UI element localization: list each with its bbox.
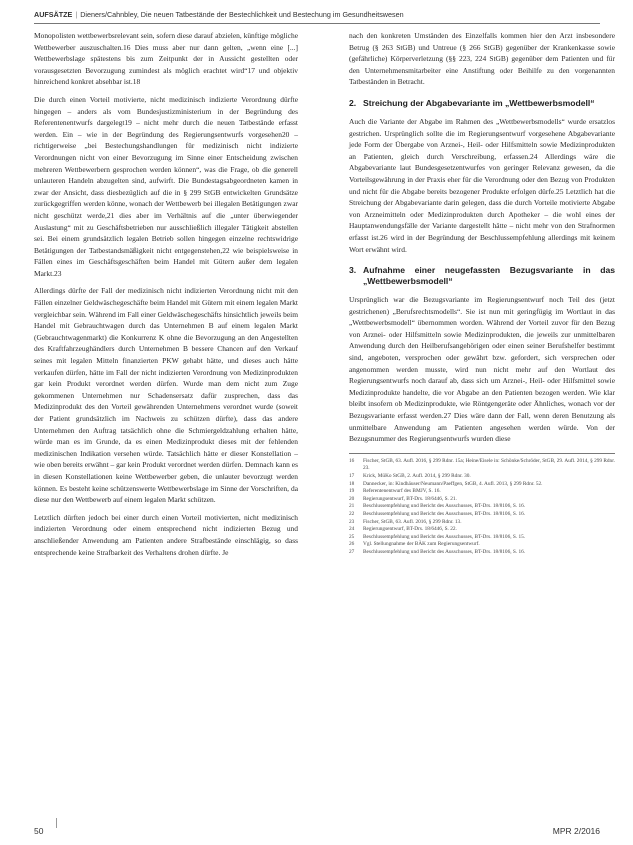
footer-rule [56,818,57,828]
footnote-number: 22 [349,510,355,517]
page-footer [34,826,600,840]
footnote-text: Regierungsentwurf, BT-Drs. 18/6446, S. 21. [363,495,457,502]
footnote-number: 20 [349,495,355,502]
running-title: Dieners/Cahnbley, Die neuen Tatbestände der Bestechlichkeit und Bestechung im Gesundheitswesen [80,10,404,19]
paragraph: Allerdings dürfte der Fall der medizinisch nicht indizierten Verordnung nicht mit den Fällen einzelner Geldwäschegeschäfte beim Handel mit Gütern mit einem legalen Markt vergleichbar sein. Während im Fall einer Geldwäschegeschäfts hinsichtlich jeweils beim Handel mit Gebrauchtwagen durch das Unternehmen B auf einem legalen Markt (Gebrauchtwagenmarkt) die Konkurrenz K ohne die Bevorzugung an den Angestellten des Kraftfahrzeughändlers durch Unternehmen B bessere Chancen auf den Verkauf seines mit legalen Mitteln finanzierten PKW gehabt hätte, und dieses auch hätte verkaufen dürfen, hätte im Fall der nicht indizierten Verordnung von Medizinprodukten gar kein Produkt verordnet werden dürfen. Wurde man dem nicht zum Zuge gekommenen Unternehmen nur Schadensersatz dafür zusprechen, dass das Medizinprodukt des den Vorteil gewährenden Unternehmens verordnet wurde (soweit der Patient grundsätzlich im Nachweis zu schützen dürfte), dass das andere Unternehmen den Auftrag tatsächlich ohne die Schmiergeldzahlung erhalten hätte, würde man es im Grunde, da es einen Medizinprodukt dieses mit der fehlenden medizinischen Indikation versehen würde. Tatsächlich hätte er dieser Konstellation – wie oben bereits erwähnt – gar kein Produkt verordnet werden dürfen. Demnach kann es in diesen Konstellationen keine Wettbewerber geben, die unlauter bevorzugt werden können. Es besteht keine schützenswerte Wettbewerbslage im Sinne der Vorschriften, da diese nur den Wettbewerb auf einem legalen Markt schützen. [34,286,298,505]
footnotes [349,453,615,557]
running-header [34,10,600,24]
footnote-text: Krick, MüKo StGB, 2. Aufl. 2014, § 299 Rdnr. 30. [363,473,471,479]
footnote-number: 26 [349,541,355,548]
footnote-number: 25 [349,533,355,540]
footnote [349,541,615,549]
footnote-text: Beschlussempfehlung und Bericht des Ausschusses, BT-Drs. 18/8106, S. 16. [363,503,526,510]
footnote-text: Beschlussempfehlung und Bericht des Ausschusses, BT-Drs. 18/8106, S. 15. [363,533,526,540]
footnote-text: Beschlussempfehlung und Bericht des Ausschusses, BT-Drs. 18/8106, S. 16. [363,510,526,517]
paragraph: Die durch einen Vorteil motivierte, nicht medizinisch indizierte Verordnung dürfte hingegen – anders als vom Bundesjustizministerium in der Begründung des Referentenentwurfs dargelegt19 – nicht mehr durch die neuen Tatbestände erfasst werden. Ein – wie in der Begründung des Regierungsentwurfs vorgesehen20 – richtigerweise „bei Bestechungshandlungen für medizinisch nicht indizierte Verordnungen nicht von einer Bevorzugung im Sinne einer Entscheidung zwischen mehreren Wettbewerbern gesprochen werden können“, was die Frage, ob die generell unlauteren Handeln abzugelten sind, aufwirft. Die Bundestagsabgeordneten kamen in zwar der Ansicht, dass diesbezüglich auf die in § 299 StGB entwickelten Grundsätze zurückgegriffen werden könne, wonach der Wettbewerb bei illegalen Betätigungen zwar nicht geschützt werde,21 dies aber im Verhältnis auf die „unter überwiegender Auslastung“ mit zu Geschäftsbetrieben nur ausschließlich illegaler Tätigkeit abstellen sei. Bei einem grundsätzlich legalen Betrieb sollen hingegen einzelne rechtswidrige Betätigungen der Tatbestandsmäßigkeit nicht entgegenstehen,22 wie beispielsweise in Fällen eines im Geschäftsgeschäften beim Handel mit Gütern außer dem legalen Markt.23 [34,94,298,278]
footnote-number: 18 [349,480,355,487]
footnote-text: Beschlussempfehlung und Bericht des Ausschusses, BT-Drs. 18/8106, S. 16. [363,548,526,555]
section-heading [349,98,615,109]
paragraph: Monopolisten wettbewerbsrelevant sein, sofern diese darauf abzielen, künftige mögliche Wettbewerber auszuschalten.16 Dies muss aber nur dann gelten, „wenn eine [...] Wettbewerbslage spätestens bis zum Zeitpunkt der in Aussicht gestellten oder vorausgesetzten Bevorzugung zumindest als möglich erachtet wird“17 und objektiv hinreichend konkret absehbar ist.18 [34,31,298,87]
footnote-text: Dannecker, in: Kindhäuser/Neumann/Paeffgen, StGB, 4. Aufl. 2013, § 299 Rdnr. 52. [363,480,543,487]
section-title: Streichung der Abgabevariante im „Wettbewerbsmodell“ [363,97,595,108]
footnote-text: Fischer, StGB, 63. Aufl. 2016, § 299 Rdnr. 13. [363,518,462,525]
footnote-number: 27 [349,548,355,555]
footnote-text: Vgl. Stellungnahme der BÄK zum Regierungsentwurf. [363,541,480,548]
right-column [349,30,615,557]
footnote [349,526,615,534]
section-title: Aufnahme einer neugefassten Bezugsvariante in das „Wettbewerbsmodell“ [363,265,615,287]
section-number: 3. [349,265,357,276]
footnote-text: Regierungsentwurf, BT-Drs. 18/6446, S. 22. [363,526,457,533]
footnote-text: Referentenentwurf des BMJV, S. 16. [363,488,441,495]
left-column [34,30,298,564]
footnote-number: 17 [349,473,355,479]
paragraph: Letztlich dürften jedoch bei einer durch einen Vorteil motivierten, nicht medizinisch indizierten Verordnung oder einem entsprechend nicht indizierten Bezug und anschließender Anwendung am Patienten andere Strafbestände einschlägig, so dass entsprechende keine Strafbarkeit des Verhaltens drohen dürfte. Je [34,512,298,557]
footnote [349,458,615,473]
footnote [349,488,615,496]
footnote-text: Fischer, StGB, 63. Aufl. 2016, § 299 Rdnr. 15a; Heine/Eisele in: Schönke/Schröder, StGB, 29. Aufl. 2014, § 299 Rdnr. 23. [363,457,615,472]
footnote [349,473,615,481]
page-number: 50 [34,826,44,836]
paragraph: Auch die Variante der Abgabe im Rahmen des „Wettbewerbsmodells“ wurde ersatzlos gestrichen. Ursprünglich sollte die im Regierungsentwurf vorgesehene Abgabevariante jede Form der Übergabe von Arznei-, Heil- oder Hilfsmitteln sowie Medizinprodukten an Patienten, gleich durch Verschreibung, erfassen.24 Allerdings wäre die Abgabevariante laut Bundesgesetzentwurfes von geringer Relevanz gewesen, da die Vorteilsgewährung in der Praxis eher für die Verordnung oder den Bezug von Produkten und nicht für die Abgabe bereits bezogener Produkte erfolgen dürfe.25 Letztlich hat die Streichung der Abgabevariante darin gelegen, dass die durch Vorteile motivierte Abgabe von Arzneimitteln oder Medizinprodukten durch Apotheker – die wohl eines der Hauptanwendungsfälle der Variante dargestellt hätte – nicht mehr von den Strafnormen erfasst ist.26 wird in der Begründung der Beschlussempfehlung allerdings mit keinem Wort erwähnt wird. [349,116,615,254]
section-number: 2. [349,97,357,108]
section-heading [349,265,615,287]
journal-issue: MPR 2/2016 [552,826,600,836]
footnote-number: 23 [349,518,355,525]
footnote [349,503,615,511]
footnote-number: 16 [349,457,355,464]
header-separator: | [75,10,78,19]
footnote-number: 24 [349,526,355,533]
section-kicker: AUFSÄTZE [34,10,73,19]
footnote-number: 21 [349,503,355,510]
footnote [349,511,615,519]
paragraph: Ursprünglich war die Bezugsvariante im Regierungsentwurf noch Teil des (jetzt gestrichenen) „Berufsrechtsmodells“. Sie ist nun mit geringfügig im Wortlaut in das „Wettbewerbsmodell“ übernommen worden. Während der Vorteil zuvor für den Bezug von Arznei- oder Hilfsmitteln sowie Medizinprodukten, die jeweils zur unmittelbaren Anwendung durch den Heilberufsangehörigen oder einen seiner Berufshelfer bestimmt sind, angeboten, versprochen oder gewährt bzw. gefordert, sich versprechen oder angenommen werden musste, wird nun nicht mehr auf den Wortlaut des Regierungsentwurfs noch darauf ab, dass sich um Arznei-, Heil- oder Hilfsmittel sowie Medizinprodukte handelte, die vor Abgabe an den Patienten bezogen werden. Wie klar bleibt insofern ob Medizinprodukte, wie Röntgengeräte oder Ähnliches, wonach vor der Bezugsvariante erfasst werden.27 Dies wäre dann der Fall, wenn deren Benutzung als unmittelbare Anwendung am Patienten angesehen werden würde. Von der Bezugsnummer des Regierungsentwurfs wurden diese [349,295,615,444]
footnote [349,549,615,557]
paragraph: nach den konkreten Umständen des Einzelfalls kommen hier den Arzt insbesondere Betrug (§ 263 StGB) und Untreue (§ 266 StGB) gegenüber der Krankenkasse sowie (gefährliche) Körperverletzung (§§ 223, 224 StGB) gegenüber dem Patienten und für den Unternehmensmitarbeiter eine Anstiftung oder Beihilfe zu den vorgenannten Tatbeständen in Betracht. [349,31,615,87]
footnote-number: 19 [349,488,355,495]
